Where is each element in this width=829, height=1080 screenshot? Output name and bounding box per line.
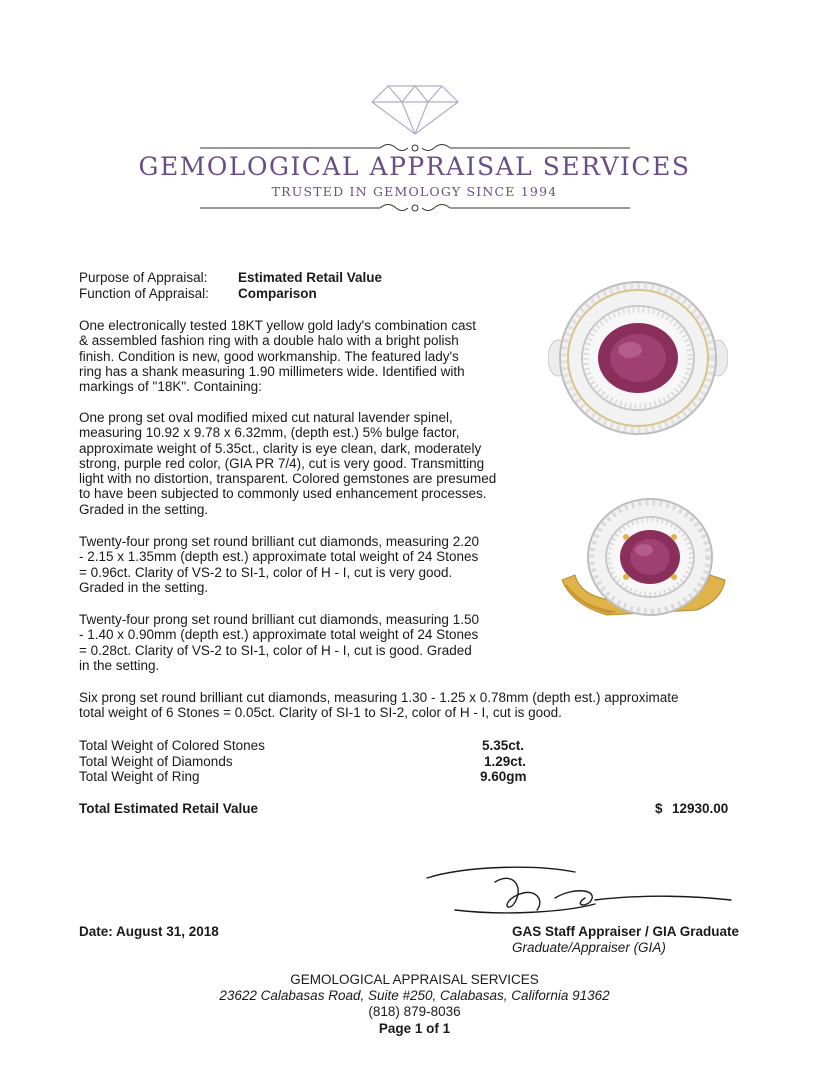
company-name: GEMOLOGICAL APPRAISAL SERVICES — [138, 152, 691, 181]
footer-phone: (818) 879-8036 — [368, 1004, 461, 1019]
text-line: finish. Condition is new, good workmanship. The featured lady's — [79, 348, 459, 364]
header-rule-bottom — [200, 200, 630, 216]
ring-side-view-image — [560, 495, 730, 630]
retail-currency: $ — [655, 801, 663, 816]
text-line: measuring 10.92 x 9.78 x 6.32mm, (depth est.) 5% bulge factor, — [79, 425, 460, 441]
text-line: markings of "18K". Containing: — [79, 379, 262, 395]
appraiser-subtitle: Graduate/Appraiser (GIA) — [512, 940, 666, 955]
text-line: One prong set oval modified mixed cut natural lavender spinel, — [79, 410, 453, 425]
appraiser-signature — [425, 860, 735, 920]
description-paragraph-1 — [79, 318, 519, 394]
total-ring-label: Total Weight of Ring — [79, 769, 200, 784]
description-paragraph-3 — [79, 534, 519, 595]
text-line: to have been subjected to commonly used enhancement processes. — [79, 486, 487, 502]
text-line: Graded in the setting. — [79, 579, 209, 595]
text-line: Twenty-four prong set round brilliant cut diamonds, measuring 2.20 — [79, 534, 479, 549]
description-paragraph-5 — [79, 690, 719, 721]
text-line: - 2.15 x 1.35mm (depth est.) approximate total weight of 24 Stones — [79, 549, 479, 565]
retail-value-label: Total Estimated Retail Value — [79, 801, 259, 816]
text-line: total weight of 6 Stones = 0.05ct. Clarity of SI-1 to SI-2, color of H - I, cut is good. — [79, 705, 562, 721]
description-paragraph-4 — [79, 612, 519, 673]
purpose-value: Estimated Retail Value — [238, 270, 383, 285]
total-colored-stones-value: 5.35ct. — [482, 738, 525, 753]
footer-address: 23622 Calabasas Road, Suite #250, Calabasas, California 91362 — [219, 988, 610, 1003]
footer-company: GEMOLOGICAL APPRAISAL SERVICES — [290, 972, 539, 987]
total-ring-value: 9.60gm — [480, 769, 527, 784]
text-line: in the setting. — [79, 657, 160, 673]
purpose-label: Purpose of Appraisal: — [79, 270, 208, 285]
total-diamonds-label: Total Weight of Diamonds — [79, 754, 233, 769]
diamond-logo — [370, 84, 460, 136]
function-value: Comparison — [238, 286, 317, 301]
text-line: light with no distortion, transparent. Colored gemstones are presumed — [79, 471, 497, 487]
company-tagline: TRUSTED IN GEMOLOGY SINCE 1994 — [271, 184, 558, 199]
text-line: Graded in the setting. — [79, 501, 209, 517]
text-line: - 1.40 x 0.90mm (depth est.) approximate total weight of 24 Stones — [79, 627, 479, 643]
page-number: Page 1 of 1 — [378, 1021, 451, 1036]
text-line: = 0.28ct. Clarity of VS-2 to SI-1, color of H - I, cut is good. Graded — [79, 642, 472, 658]
text-line: strong, purple red color, (GIA PR 7/4), cut is very good. Transmitting — [79, 455, 485, 471]
text-line: & assembled fashion ring with a double halo with a bright polish — [79, 333, 459, 349]
text-line: One electronically tested 18KT yellow gold lady's combination cast — [79, 318, 477, 333]
total-colored-stones-label: Total Weight of Colored Stones — [79, 738, 265, 753]
description-paragraph-2 — [79, 410, 524, 517]
appraisal-date: Date: August 31, 2018 — [79, 924, 219, 939]
total-diamonds-value: 1.29ct. — [484, 754, 527, 769]
function-label: Function of Appraisal: — [79, 286, 209, 301]
text-line: Twenty-four prong set round brilliant cut diamonds, measuring 1.50 — [79, 612, 479, 627]
appraiser-title: GAS Staff Appraiser / GIA Graduate — [512, 924, 740, 939]
text-line: approximate weight of 5.35ct., clarity is eye clean, dark, moderately — [79, 440, 482, 456]
text-line: = 0.96ct. Clarity of VS-2 to SI-1, color of H - I, cut is very good. — [79, 564, 453, 580]
diamond-icon — [372, 86, 458, 134]
ring-top-view-image — [548, 278, 728, 438]
text-line: ring has a shank measuring 1.90 millimeters wide. Identified with — [79, 363, 465, 379]
retail-amount: 12930.00 — [672, 801, 729, 816]
text-line: Six prong set round brilliant cut diamonds, measuring 1.30 - 1.25 x 0.78mm (depth est.) approximate — [79, 690, 679, 705]
